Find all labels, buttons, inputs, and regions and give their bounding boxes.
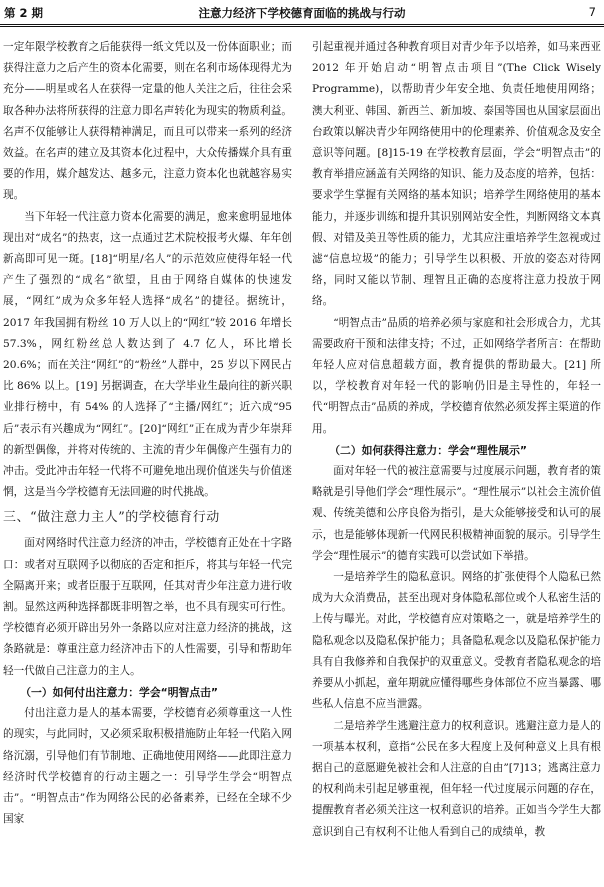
left-paragraph-3: 面对网络时代注意力经济的冲击，学校德育正处在十字路口：或者对互联网予以彻底的否定和拒斥，将其与年轻一代完全隔离开来；或者臣服于互联网，任其对青少年注意力进行收割。显然这两种选择都既非明智之举，也不具有现实可行性。学校德育必须开辟出另外一条路以应对注意力经济的挑战，这条路就是：尊重注意力经济冲击下的人性需要，引导和帮助年轻一代做自己注意力的主人。 bbox=[3, 537, 292, 677]
right-column bbox=[312, 37, 601, 882]
subsection-heading-1: （一）如何付出注意力：学会“明智点击” bbox=[20, 685, 219, 699]
right-paragraph-2: “明智点击”品质的培养必须与家庭和社会形成合力，尤其需要政府干预和法律支持；不过，正如网络学者所言：在帮助年轻人应对信息超载方面，教育提供的帮助最大。[21] 所以，学校教育对年轻一代的影响仍旧是主导性的，年轻一代“明智点击”品质的养成，学校德育依然必须发挥主渠道的作用。 bbox=[312, 316, 601, 435]
left-paragraph-4: 付出注意力是人的基本需要，学校德育必须尊重这一人性的现实，与此同时，又必须采取积极措施防止年轻一代陷入网络沉溺，引导他们有节制地、正确地使用网络——此即注意力经济时代学校德育的行动主题之一：引导学生学会“明智点击”。“明智点击”作为网络公民的必备素养，已经在全球不少国家 bbox=[3, 707, 292, 826]
section-heading-3: 三、“做注意力主人”的学校德育行动 bbox=[3, 510, 220, 526]
right-paragraph-4: 一是培养学生的隐私意识。网络的扩张使得个人隐私已然成为大众消费品，甚至出现对身体隐私部位或个人私密生活的上传与曝光。对此，学校德育应对策略之一，就是培养学生的隐私观念以及隐私保护能力；具备隐私观念以及隐私保护能力具有自我修养和自我保护的双重意义。受教育者隐私观念的培养要从小抓起，童年期就应懂得哪些身体部位不应当暴露、哪些私人信息不应当泄露。 bbox=[312, 571, 601, 711]
left-paragraph-2: 当下年轻一代注意力资本化需要的满足，愈来愈明显地体现出对“成名”的热衷，这一点通过艺术院校报考火爆、年年创新高即可见一斑。[18]“明星/名人”的示范效应使得年轻一代产生了强烈的“成名”欲望，且由于网络自媒体的快速发展，“网红”成为众多年轻人选择“成名”的捷径。据统计，2017 年我国拥有粉丝 10 万人以上的“网红”较 2016 年增长 57.3%，网红粉丝总人数达到了 4.7 亿人，环比增长 20.6%；而在关注“网红”的“粉丝”人群中，25 岁以下网民占比 86% 以上。[19] 另据调查，在大学毕业生最向往的新兴职业排行榜中，有 54% 的人选择了“主播/网红”；近六成“95 后”表示有兴趣成为“网红”。[20]“网红”正在成为青少年崇拜的新型偶像，并将对传统的、主流的青少年偶像产生强有力的冲击。受此冲击年轻一代将不可避免地出现价值迷失与价值迷惘，这是当今学校德育无法回避的时代挑战。 bbox=[3, 210, 292, 499]
header-rule-thin bbox=[0, 26, 604, 27]
subsection-heading-2: （二）如何获得注意力：学会“理性展示” bbox=[329, 443, 528, 457]
header-rule bbox=[0, 24, 604, 25]
page-number: 7 bbox=[588, 5, 596, 19]
page-header bbox=[0, 0, 604, 26]
right-paragraph-5: 二是培养学生逃避注意力的权利意识。逃避注意力是人的一项基本权利，意指“公民在多大程度上及何种意义上具有根据自己的意愿避免被社会和人注意的自由”[7]13；逃离注意力的权利尚未引起足够重视，但年轻一代过度展示问题的存在，提醒教育者必须关注这一权利意识的培养。正如当今学生大都意识到自己有权利不让他人看到自己的成绩单，教 bbox=[312, 719, 601, 838]
right-paragraph-3: 面对年轻一代的被注意需要与过度展示问题，教育者的策略就是引导他们学会“理性展示”。“理性展示”以社会主流价值观、传统美德和公序良俗为指引，是大众能够接受和认可的展示，也是能够体现新一代网民积极精神面貌的展示。引导学生学会“理性展示”的德育实践可以尝试如下举措。 bbox=[312, 465, 601, 562]
left-paragraph-1: 一定年限学校教育之后能获得一纸文凭以及一份体面职业；而获得注意力之后产生的资本化需要，则在名利市场体现得尤为充分——明星或名人在获得一定量的他人关注之后，往往会采取各种办法将所获得的注意力即名声转化为现实的物质利益。名声不仅能够让人获得精神满足，而且可以带来一系列的经济效益。在名声的建立及其资本化过程中，大众传播媒介具有重要的作用，媒介越发达、越多元，注意力资本化也就越容易实现。 bbox=[3, 41, 292, 202]
running-title: 注意力经济下学校德育面临的挑战与行动 bbox=[198, 6, 406, 20]
right-paragraph-1: 引起重视并通过各种教育项目对青少年予以培养，如马来西亚 2012 年开始启动“明智点击项目”(The Click Wisely Programme)，以帮助青少年安全地、负责任地使用网络；澳大利亚、韩国、新西兰、新加坡、泰国等国也从国家层面出台政策以解决青少年网络使用中的伦理素养、价值观念及安全意识等问题。[8]15-19 在学校教育层面，学会“明智点击”的教育举措应涵盖有关网络的知识、能力及态度的培养，包括：要求学生掌握有关网络的基本知识；培养学生网络使用的基本能力，并逐步训练和提升其识别网站安全性，判断网络文本真假、对错及美丑等性质的能力，尤其应注重培养学生忽视或过滤“信息垃圾”的能力；引导学生以积极、开放的姿态对待网络，同时又能以节制、理智且正确的态度将注意力投放于网络。 bbox=[312, 41, 601, 308]
issue-number: 第 2 期 bbox=[4, 6, 44, 20]
left-column bbox=[3, 37, 292, 882]
